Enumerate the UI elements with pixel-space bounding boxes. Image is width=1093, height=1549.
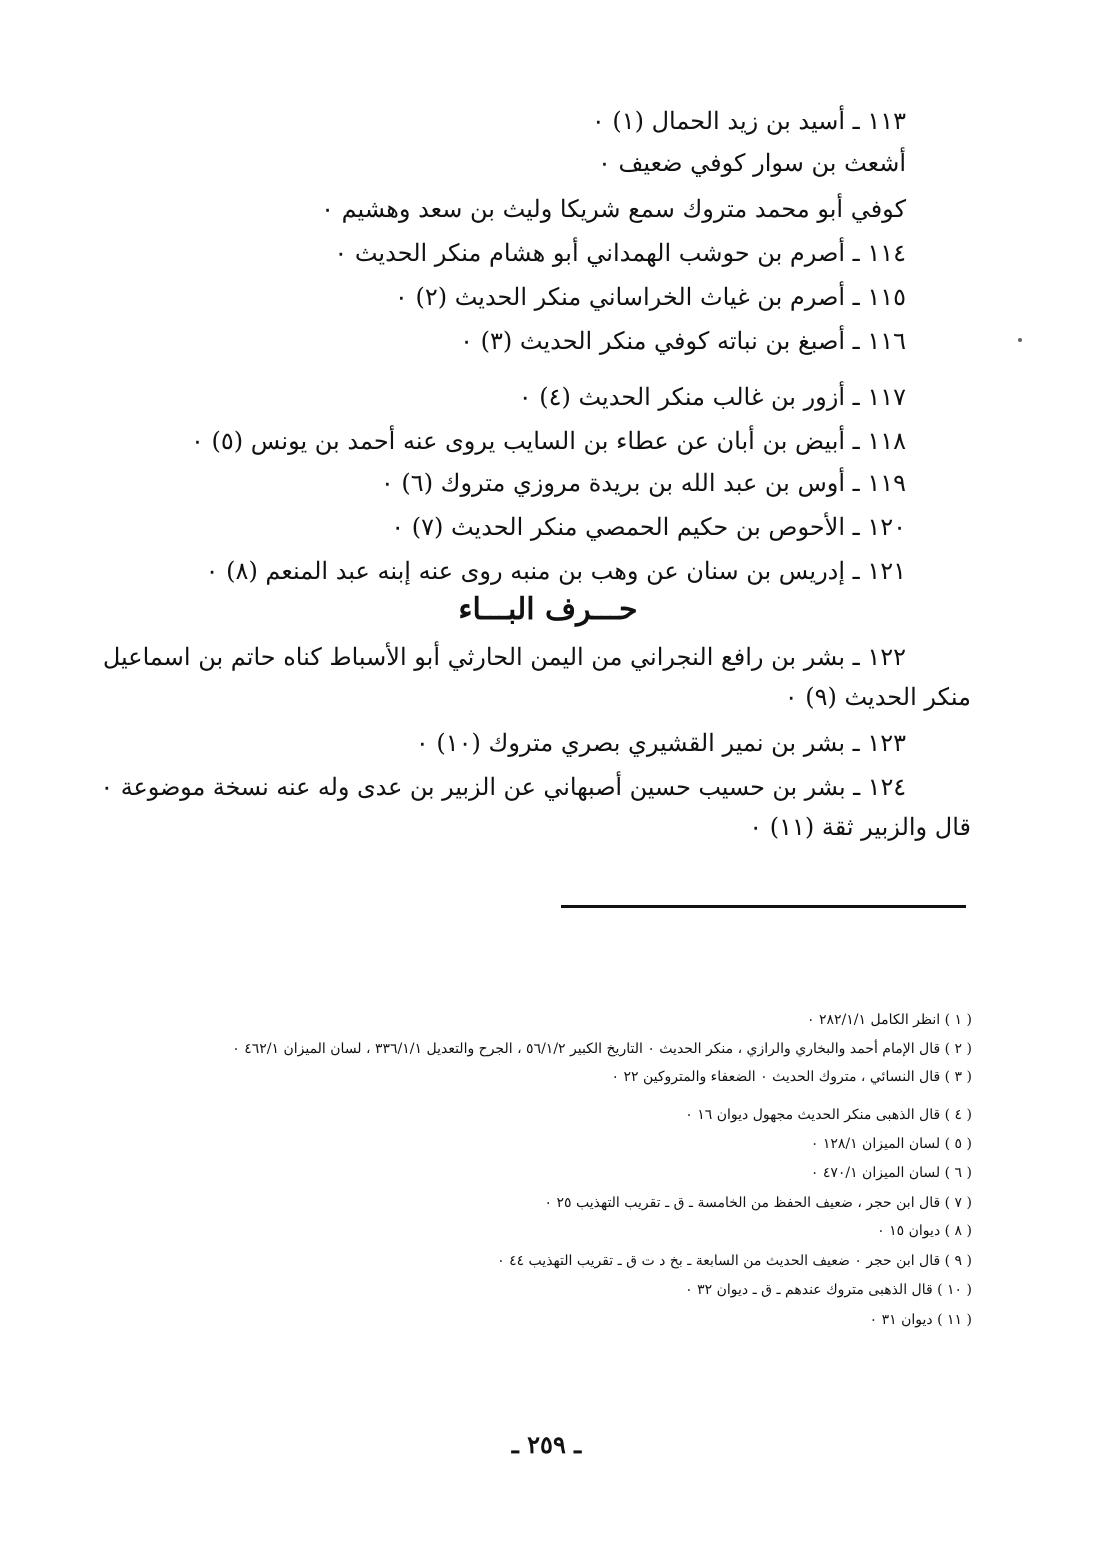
footnote-2: ( ٢ ) قال الإمام أحمد والبخاري والرازي ، منكر الحديث ٠ التاريخ الكبير ٥٦/١/٢ ، الجرح والتعديل ٣٣٦/١/١ ، لسان الميزان ٤٦٢/١ ٠	[232, 1041, 972, 1057]
footnote-6: ( ٦ ) لسان الميزان ٤٧٠/١ ٠	[810, 1165, 972, 1181]
entry-119: ١١٩ ـ أوس بن عبد الله بن بريدة مروزي متروك (٦) ٠	[380, 469, 906, 497]
entry-114: ١١٤ ـ أصرم بن حوشب الهمداني أبو هشام منكر الحديث ٠	[334, 239, 906, 267]
entry-118: ١١٨ ـ أبيض بن أبان عن عطاء بن السايب يروى عنه أحمد بن يونس (٥) ٠	[191, 427, 906, 455]
entry-123: ١٢٣ ـ بشر بن نمير القشيري بصري متروك (١٠) ٠	[415, 729, 906, 757]
entry-120: ١٢٠ ـ الأحوص بن حكيم الحمصي منكر الحديث (٧) ٠	[391, 513, 906, 541]
page-speck	[1018, 338, 1022, 342]
entry-124: ١٢٤ ـ بشر بن حسيب حسين أصبهاني عن الزبير بن عدى وله عنه نسخة موضوعة ٠	[100, 773, 906, 801]
footnote-5: ( ٥ ) لسان الميزان ١٢٨/١ ٠	[810, 1136, 972, 1152]
entry-113: ١١٣ ـ أسيد بن زيد الحمال (١) ٠	[591, 107, 906, 135]
entry-122-cont: منكر الحديث (٩) ٠	[784, 683, 971, 711]
entry-124-cont: قال والزبير ثقة (١١) ٠	[749, 813, 971, 841]
footnote-9: ( ٩ ) قال ابن حجر ٠ ضعيف الحديث من السابعة ـ بخ د ت ق ـ تقريب التهذيب ٤٤ ٠	[497, 1253, 972, 1269]
footnote-3: ( ٣ ) قال النسائي ، متروك الحديث ٠ الضعفاء والمتروكين ٢٢ ٠	[611, 1069, 972, 1085]
entry-115: ١١٥ ـ أصرم بن غياث الخراساني منكر الحديث (٢) ٠	[394, 283, 906, 311]
entry-113-note-a: أشعث بن سوار كوفي ضعيف ٠	[597, 149, 906, 177]
footnote-7: ( ٧ ) قال ابن حجر ، ضعيف الحفظ من الخامسة ـ ق ـ تقريب التهذيب ٢٥ ٠	[544, 1195, 972, 1211]
entry-121: ١٢١ ـ إدريس بن سنان عن وهب بن منبه روى عنه إبنه عبد المنعم (٨) ٠	[205, 557, 906, 585]
footnote-1: ( ١ ) انظر الكامل ٢٨٢/١/١ ٠	[807, 1012, 972, 1028]
footnote-10: ( ١٠ ) قال الذهبى متروك عندهم ـ ق ـ ديوان ٣٢ ٠	[685, 1282, 972, 1298]
page-number: ـ ٢٥٩ ـ	[511, 1430, 582, 1459]
footnote-8: ( ٨ ) ديوان ١٥ ٠	[877, 1223, 972, 1239]
entry-116: ١١٦ ـ أصبغ بن نباته كوفي منكر الحديث (٣) ٠	[460, 327, 906, 355]
footnote-separator	[561, 905, 966, 908]
entry-113-note-b: كوفي أبو محمد متروك سمع شريكا وليث بن سعد وهشيم ٠	[321, 195, 906, 223]
entry-117: ١١٧ ـ أزور بن غالب منكر الحديث (٤) ٠	[518, 383, 906, 411]
footnote-4: ( ٤ ) قال الذهبى منكر الحديث مجهول ديوان ١٦ ٠	[685, 1107, 972, 1123]
entry-122: ١٢٢ ـ بشر بن رافع النجراني من اليمن الحارثي أبو الأسباط كناه حاتم بن اسماعيل	[102, 643, 906, 671]
section-heading: حـــرف البـــاء	[458, 592, 638, 627]
footnote-11: ( ١١ ) ديوان ٣١ ٠	[869, 1312, 972, 1328]
